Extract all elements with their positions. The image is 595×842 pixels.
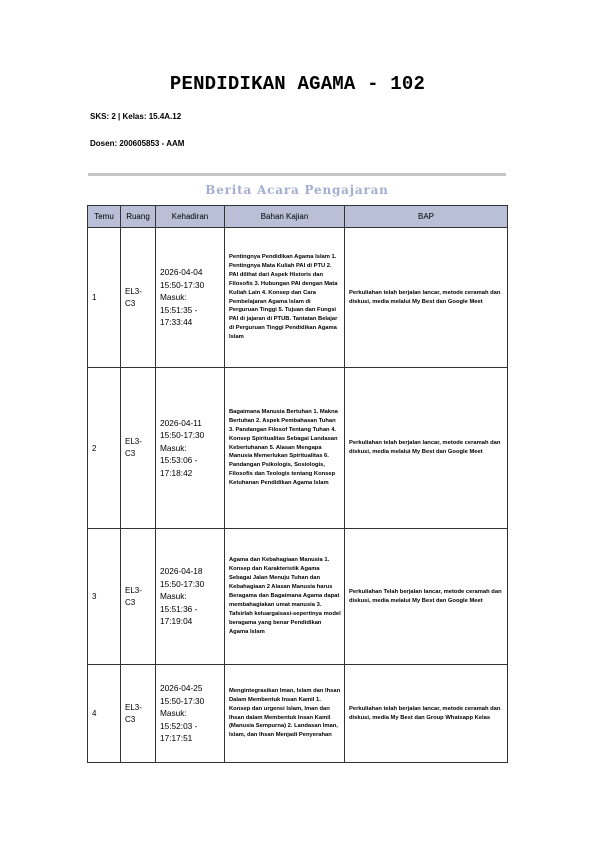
cell-ruang: EL3-C3 bbox=[121, 228, 156, 368]
cell-bap: Perkuliahan Telah berjalan lancar, metode ceramah dan diskusi, media melalui My Best dan Google Meet bbox=[345, 529, 508, 665]
cell-ruang: EL3-C3 bbox=[121, 368, 156, 529]
cell-temu: 2 bbox=[88, 368, 121, 529]
cell-kehadiran: 2026-04-04 15:50-17:30 Masuk: 15:51:35 - 17:33:44 bbox=[156, 228, 225, 368]
table-row bbox=[88, 665, 508, 763]
table-row bbox=[88, 529, 508, 665]
cell-temu: 3 bbox=[88, 529, 121, 665]
cell-kehadiran: 2026-04-25 15:50-17:30 Masuk: 15:52:03 - 17:17:51 bbox=[156, 665, 225, 763]
cell-bap: Perkuliahan telah berjalan lancar, metode ceramah dan diskusi, media My Best dan Group Whatsapp Kelas bbox=[345, 665, 508, 763]
cell-bahan-kajian: Pentingnya Pendidikan Agama Islam 1. Pentingnya Mata Kuliah PAI di PTU 2. PAI dilihat dari Aspek Historis dan Filosofis 3. Hubungan PAI dengan Mata Kuliah Lain 4. Konsep dan Cara Pembelajaran Agama Islam di Perguruan Tinggi 5. Tujuan dan Fungsi PAI di jajaran di PTUB. Tantatan Belajar di Perguruan Tinggi Pendidikan Agama Islam bbox=[225, 228, 345, 368]
cell-ruang: EL3-C3 bbox=[121, 529, 156, 665]
cell-ruang: EL3-C3 bbox=[121, 665, 156, 763]
table-row bbox=[88, 228, 508, 368]
table-row bbox=[88, 368, 508, 529]
cell-temu: 4 bbox=[88, 665, 121, 763]
course-meta: SKS: 2 | Kelas: 15.4A.12 bbox=[90, 112, 182, 121]
table-header-row bbox=[88, 206, 508, 228]
cell-bahan-kajian: Bagaimana Manusia Bertuhan 1. Makna Bertuhan 2. Aspek Pembahasan Tuhan 3. Pandangan Filosof Tentang Tuhan 4. Konsep Spiritualitas Sebagai Landasan Kebertuhanan 5. Alasan Mengapa Manusia Memerlukan Spiritualitas 6. Pandangan Psikologis, Sosiologis, Filosofis dan Teologis tentang Konsep Ketuhanan Pendidikan Agama Islam bbox=[225, 368, 345, 529]
cell-bahan-kajian: Mengintegrasikan Iman, Islam dan Ihsan Dalam Membentuk Insan Kamil 1. Konsep dan urgensi Islam, Iman dan Ihsan dalam Membentuk Insan Kamil (Manusia Sempurna) 2. Landasan Iman, Islam, dan Ihsan Menjadi Penyerahan bbox=[225, 665, 345, 763]
cell-bap: Perkuliahan telah berjalan lancar, metode ceramah dan diskusi, media melalui My Best dan Google Meet bbox=[345, 228, 508, 368]
col-header-kehadiran: Kehadiran bbox=[156, 206, 225, 228]
cell-bap: Perkuliahan telah berjalan lancar, metode ceramah dan diskusi, media melalui My Best dan Google Meet bbox=[345, 368, 508, 529]
cell-bahan-kajian: Agama dan Kebahagiaan Manusia 1. Konsep dan Karakteristik Agama Sebagai Jalan Menuju Tuhan dan Kebahagiaan 2 Alasan Manusia harus Beragama dan Bagaimana Agama dapat membahagiakan umat manusia 3. Tafsirlah keluargaisasi-sepertinya model beragama yang benar Pendidikan Agama Islam bbox=[225, 529, 345, 665]
lecturer-info: Dosen: 200605853 - AAM bbox=[90, 139, 185, 148]
col-header-ruang: Ruang bbox=[121, 206, 156, 228]
cell-kehadiran: 2026-04-18 15:50-17:30 Masuk: 15:51:36 - 17:19:04 bbox=[156, 529, 225, 665]
section-title: Berita Acara Pengajaran bbox=[205, 183, 389, 197]
section-divider bbox=[88, 173, 506, 176]
col-header-temu: Temu bbox=[88, 206, 121, 228]
teaching-record-table bbox=[87, 205, 508, 763]
cell-temu: 1 bbox=[88, 228, 121, 368]
cell-kehadiran: 2026-04-11 15:50-17:30 Masuk: 15:53:06 - 17:18:42 bbox=[156, 368, 225, 529]
col-header-bap: BAP bbox=[345, 206, 508, 228]
course-title: PENDIDIKAN AGAMA - 102 bbox=[169, 73, 426, 95]
col-header-bahan-kajian: Bahan Kajian bbox=[225, 206, 345, 228]
